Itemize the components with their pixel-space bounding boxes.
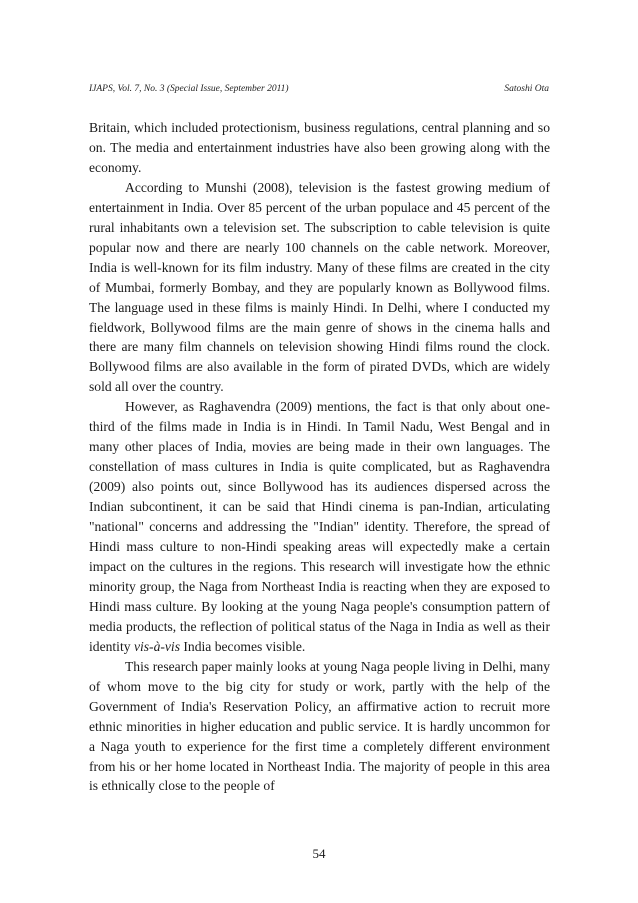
page-number: 54	[312, 846, 326, 861]
author-name: Satoshi Ota	[504, 84, 549, 94]
italic-term: vis-à-vis	[133, 638, 180, 654]
paragraph-2: According to Munshi (2008), television is the fastest growing medium of entertainment in India. Over 85 percent of the urban populace and 45 percent of the rural inhabitants own a television set. The subscription to cable television is quite popular now and there are nearly 100 channels on the cable network. Moreover, India is well-known for its film industry. Many of these films are created in the city of Mumbai, formerly Bombay, and they are popularly known as Bollywood films. The language used in these films is mainly Hindi. In Delhi, where I conducted my fieldwork, Bollywood films are the main genre of shows in the cinema halls and there are many film channels on television showing Hindi films round the clock. Bollywood films are also available in the form of pirated DVDs, which are widely sold all over the country.	[89, 179, 550, 395]
running-header	[89, 84, 549, 94]
paragraph-3-end: India becomes visible.	[180, 638, 306, 654]
body-text	[89, 118, 550, 796]
paragraph-3	[89, 397, 550, 656]
paragraph-4: This research paper mainly looks at young Naga people living in Delhi, many of whom move to the big city for study or work, partly with the help of the Government of India's Reservation Policy, an affirmative action to recruit more ethnic minorities in higher education and public service. It is hardly uncommon for a Naga youth to experience for the first time a completely different environment from his or her home located in Northeast India. The majority of people in this area is ethnically close to the people of	[89, 658, 550, 794]
paragraph-3-text: However, as Raghavendra (2009) mentions, the fact is that only about one-third of the films made in India is in Hindi. In Tamil Nadu, West Bengal and in many other places of India, movies are being made in their own languages. The constellation of mass cultures in India is quite complicated, but as Raghavendra (2009) also points out, since Bollywood has its audiences dispersed across the Indian subcontinent, it can be said that Hindi cinema is pan-Indian, articulating "national" concerns and addressing the "Indian" identity. Therefore, the spread of Hindi mass culture to non-Hindi speaking areas will expectedly make a certain impact on the cultures in the regions. This research will investigate how the ethnic minority group, the Naga from Northeast India is reacting when they are exposed to Hindi mass culture. By looking at the young Naga people's consumption pattern of media products, the reflection of political status of the Naga in India as well as their identity	[89, 399, 550, 654]
paragraph-1: Britain, which included protectionism, business regulations, central planning and so on. The media and entertainment industries have also been growing along with the economy.	[89, 120, 550, 175]
journal-citation: IJAPS, Vol. 7, No. 3 (Special Issue, September 2011)	[89, 84, 289, 94]
